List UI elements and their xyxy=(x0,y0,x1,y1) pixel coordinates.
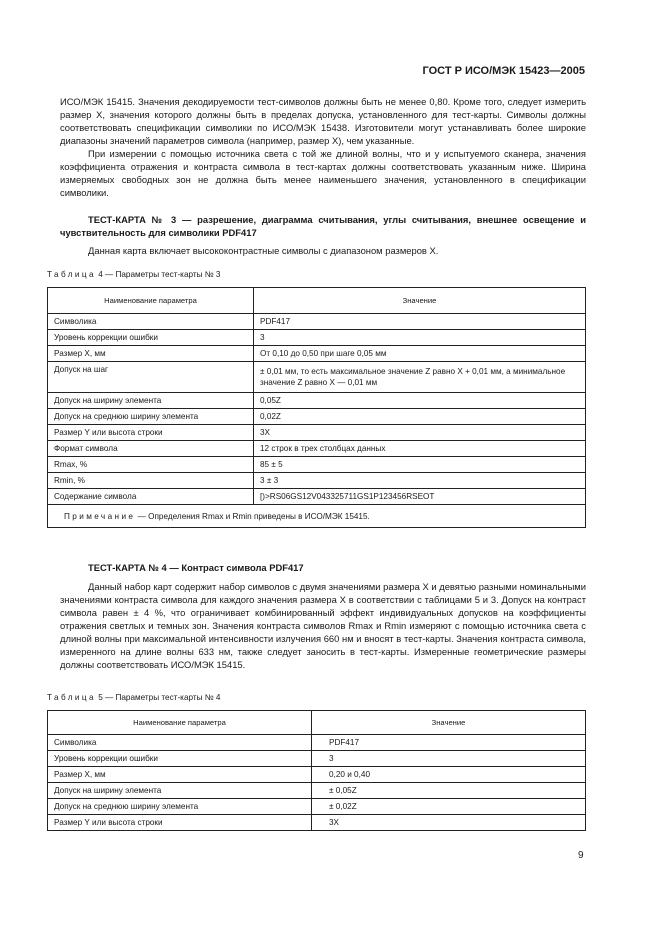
table-note xyxy=(48,505,586,528)
parameter-cell: Символика xyxy=(48,735,312,751)
intro-paragraph-1: ИСО/МЭК 15415. Значения декодируемости тест-символов должны быть не менее 0,80. Кроме того, следует измерить размер X, значения которого должны быть в пределах допуска, установленного для тест-карты. Символы должны соответствовать спецификации символики по ИСО/МЭК 15438. Изготовители могут устанавливать более широкие диапазоны значений параметров символа (например, размер X), чем указанные. xyxy=(60,96,586,146)
test-card-4-section xyxy=(60,561,586,671)
table-row xyxy=(48,441,586,457)
table-header-row xyxy=(48,288,586,314)
table-row xyxy=(48,425,586,441)
table-note-row xyxy=(48,505,586,528)
parameter-cell: Допуск на среднюю ширину элемента xyxy=(48,409,254,425)
column-header-value: Значение xyxy=(312,711,586,735)
test-card-4-text: Данный набор карт содержит набор символов с двумя значениями размера X и девятью разными номинальными значениями контраста символа для каждого значения размера X в соответствии с таблицами 5 и 3. Допуск на контраст символа равен ± 4 %, что ограничивает комбинированный эффект индивидуальных допусков на коэффициенты отражения светлых и темных зон. Значения контраста символов Rmax и Rmin измеряют с помощью источника света с длиной волны при максимальной интенсивности излучения 660 нм и вносят в тест-карты. Значения контраста символа, измеренного на длине волны 633 нм, также следует заносить в тест-карты. Измеренные геометрические размеры должны соответствовать ИСО/МЭК 15415. xyxy=(60,581,586,670)
parameter-cell: Уровень коррекции ошибки xyxy=(48,330,254,346)
value-cell: ± 0,05Z xyxy=(312,783,586,799)
table-row xyxy=(48,473,586,489)
table-4-caption-title: 4 — Параметры тест-карты № 3 xyxy=(98,270,221,279)
value-cell: 3 xyxy=(312,751,586,767)
value-cell: PDF417 xyxy=(254,314,586,330)
test-card-4-heading: ТЕСТ-КАРТА № 4 — Контраст символа PDF417 xyxy=(88,562,304,573)
table-5-caption-title: 5 — Параметры тест-карты № 4 xyxy=(98,693,221,702)
column-header-parameter: Наименование параметра xyxy=(48,711,312,735)
table-4-caption-prefix: Таблица xyxy=(47,270,96,279)
parameter-cell: Допуск на ширину элемента xyxy=(48,393,254,409)
value-cell: ± 0,02Z xyxy=(312,799,586,815)
table-row xyxy=(48,362,586,393)
parameter-cell: Уровень коррекции ошибки xyxy=(48,751,312,767)
table-5-caption xyxy=(47,693,220,702)
value-cell: 0,05Z xyxy=(254,393,586,409)
table-note-text: — Определения Rmax и Rmin приведены в ИСО/МЭК 15415. xyxy=(137,511,370,521)
standard-header: ГОСТ Р ИСО/МЭК 15423—2005 xyxy=(422,65,585,77)
parameter-cell: Размер X, мм xyxy=(48,346,254,362)
table-row xyxy=(48,314,586,330)
parameter-cell: Формат символа xyxy=(48,441,254,457)
parameter-cell: Допуск на шаг xyxy=(48,362,254,393)
value-cell: От 0,10 до 0,50 при шаге 0,05 мм xyxy=(254,346,586,362)
parameter-cell: Символика xyxy=(48,314,254,330)
parameter-cell: Rmax, % xyxy=(48,457,254,473)
value-cell: 3 xyxy=(254,330,586,346)
table-row xyxy=(48,735,586,751)
parameter-cell: Размер Y или высота строки xyxy=(48,815,312,831)
intro-text xyxy=(60,95,586,199)
parameter-cell: Размер Y или высота строки xyxy=(48,425,254,441)
value-cell: 12 строк в трех столбцах данных xyxy=(254,441,586,457)
table-row xyxy=(48,409,586,425)
value-cell: 3X xyxy=(312,815,586,831)
parameter-cell: Размер X, мм xyxy=(48,767,312,783)
value-cell: 85 ± 5 xyxy=(254,457,586,473)
value-cell: 3X xyxy=(254,425,586,441)
table-row xyxy=(48,330,586,346)
intro-paragraph-2: При измерении с помощью источника света с той же длиной волны, что и у испытуемого сканера, значения коэффициента отражения и контраста символа в тест-картах должны соответствовать указанным ниже. Ширина измеряемых свободных зон не должна быть менее наименьшего значения, установленного в спецификации символики. xyxy=(60,148,586,198)
table-row xyxy=(48,751,586,767)
value-cell: ± 0,01 мм, то есть максимальное значение Z равно X + 0,01 мм, а минимальное значение Z равно X — 0,01 мм xyxy=(254,362,586,393)
test-card-3-heading: ТЕСТ-КАРТА № 3 — разрешение, диаграмма считывания, углы считывания, внешнее освещение и чувствительность для символики PDF417 xyxy=(60,214,586,238)
table-header-row xyxy=(48,711,586,735)
table-4-caption xyxy=(47,270,220,279)
value-cell: PDF417 xyxy=(312,735,586,751)
value-cell: 0,02Z xyxy=(254,409,586,425)
value-cell: 0,20 и 0,40 xyxy=(312,767,586,783)
table-4 xyxy=(47,287,586,528)
table-5-caption-prefix: Таблица xyxy=(47,693,96,702)
parameter-cell: Допуск на ширину элемента xyxy=(48,783,312,799)
table-5 xyxy=(47,710,586,831)
table-note-prefix: Примечание xyxy=(64,511,136,521)
page-number: 9 xyxy=(578,850,584,861)
table-row xyxy=(48,393,586,409)
table-row xyxy=(48,489,586,505)
table-row xyxy=(48,799,586,815)
parameter-cell: Содержание символа xyxy=(48,489,254,505)
table-row xyxy=(48,346,586,362)
table-row xyxy=(48,767,586,783)
column-header-value: Значение xyxy=(254,288,586,314)
table-row xyxy=(48,783,586,799)
table-row xyxy=(48,815,586,831)
table-row xyxy=(48,457,586,473)
value-cell: [)>RS06GS12V043325711GS1P123456RSEOT xyxy=(254,489,586,505)
parameter-cell: Допуск на среднюю ширину элемента xyxy=(48,799,312,815)
value-cell: 3 ± 3 xyxy=(254,473,586,489)
parameter-cell: Rmin, % xyxy=(48,473,254,489)
test-card-3-section xyxy=(60,213,586,257)
test-card-3-text: Данная карта включает высококонтрастные символы с диапазоном размеров X. xyxy=(88,245,439,256)
column-header-parameter: Наименование параметра xyxy=(48,288,254,314)
